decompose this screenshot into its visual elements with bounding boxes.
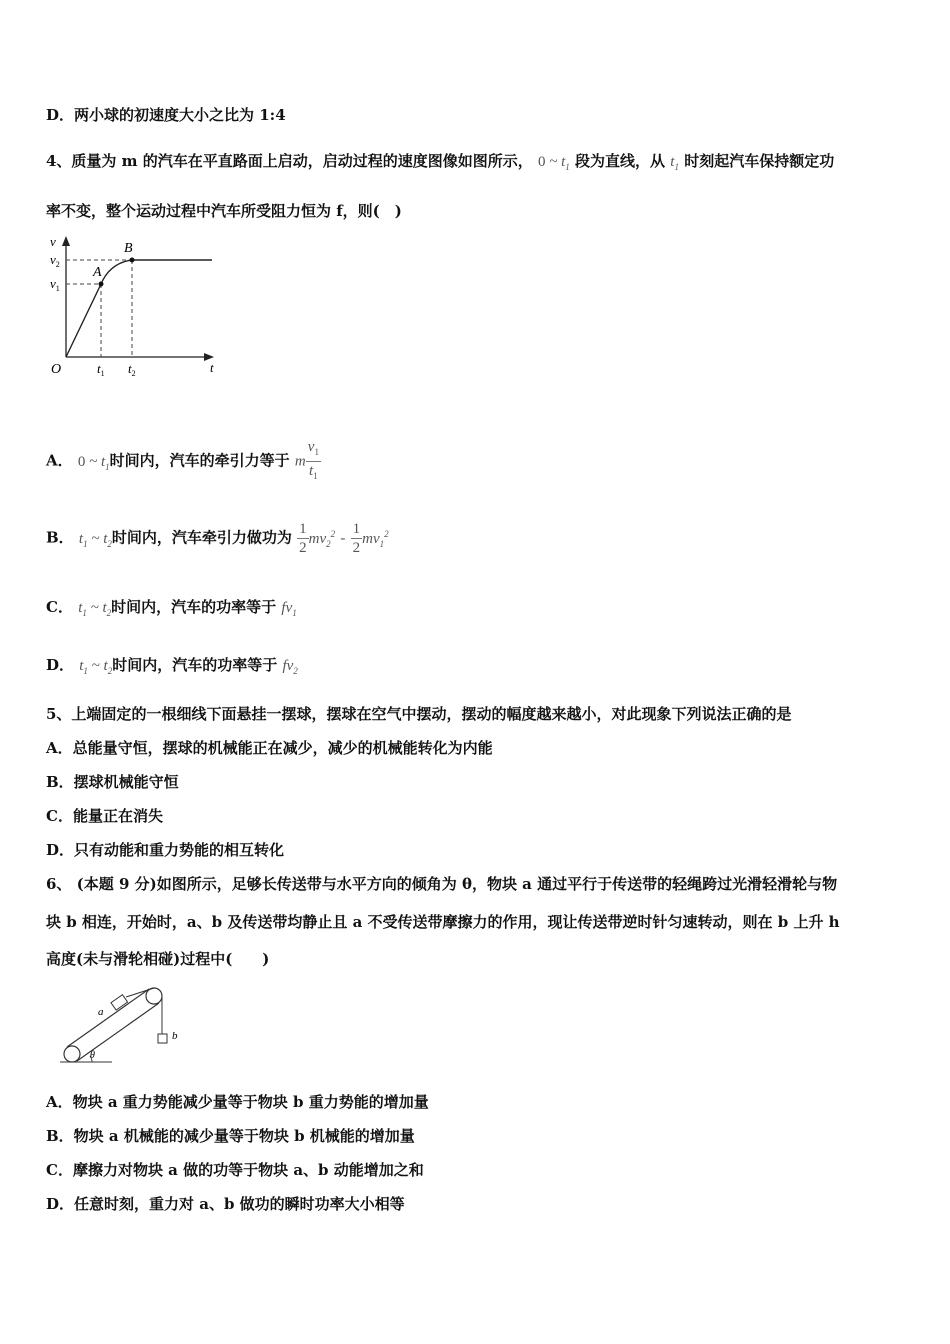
q6-stem-line1: 6、 (本题 9 分)如图所示，足够长传送带与水平方向的倾角为 θ，物块 a 通过平行于传送带的轻绳跨过光滑轻滑轮与物: [46, 875, 838, 893]
t2-label: $t_2$: [128, 361, 136, 378]
q4-stem-line1: [46, 150, 834, 172]
belt-top: [67, 989, 149, 1047]
t1-label: $t_1$: [97, 361, 105, 378]
q4-range-0-t1: 0 ~ $t_1$: [538, 154, 570, 172]
label-theta: θ: [90, 1050, 95, 1061]
label-a: a: [98, 1006, 104, 1018]
q4-option-d-text: 时间内，汽车的功率等于: [112, 656, 278, 674]
q4-option-a-text: 时间内，汽车的牵引力等于: [109, 451, 290, 470]
q6-stem-line2: 块 b 相连，开始时，a、b 及传送带均静止且 a 不受传送带摩擦力的作用，现让传送带逆时针匀速转动，则在 b 上升 h: [46, 913, 840, 931]
q4-option-d-label: D．: [46, 656, 75, 674]
q4-stem-b: 段为直线，从: [575, 152, 666, 170]
q5-stem: 5、上端固定的一根细线下面悬挂一摆球，摆球在空气中摆动，摆动的幅度越来越小，对此现象下列说法正确的是: [46, 705, 792, 723]
point-b-label: B: [124, 241, 133, 256]
v-axis-arrow: [62, 236, 70, 246]
q4-option-c-label: C．: [46, 598, 73, 616]
q5-option-a: A．总能量守恒，摆球的机械能正在减少，减少的机械能转化为内能: [46, 739, 493, 757]
q4-option-a-frac: $\frac{v_1}{t_1}$: [307, 439, 319, 481]
label-b: b: [172, 1030, 178, 1042]
q4-option-b-minus: -: [340, 530, 346, 547]
bottom-roller: [64, 1046, 80, 1062]
q5-option-c: C．能量正在消失: [46, 807, 163, 825]
point-a-label: A: [93, 265, 102, 280]
q4-option-d: [46, 654, 298, 676]
linear-segment: [66, 284, 101, 357]
q5-option-b: B．摆球机械能守恒: [46, 773, 179, 791]
q4-stem-a: 4、质量为 m 的汽车在平直路面上启动，启动过程的速度图像如图所示，: [46, 152, 533, 170]
q6-stem-line3: 高度(未与滑轮相碰)过程中( ): [46, 950, 270, 968]
q4-option-b-label: B．: [46, 528, 74, 547]
q4-option-b-range: $t_1$ ~ $t_2$: [78, 530, 112, 549]
q6-option-b: B．物块 a 机械能的减少量等于物块 b 机械能的增加量: [46, 1127, 415, 1145]
q4-stem-c: 时刻起汽车保持额定功: [684, 152, 835, 170]
q4-option-c-text: 时间内，汽车的功率等于: [111, 598, 277, 616]
q4-option-b-text: 时间内，汽车牵引力做功为: [111, 528, 292, 547]
q4-option-a-formula: m: [294, 453, 306, 470]
q4-option-a-range: 0 ~ $t_1$: [77, 453, 110, 472]
q4-option-c-range: $t_1$ ~ $t_2$: [78, 600, 112, 618]
q4-option-c: [46, 596, 297, 618]
q4-option-b-frac1: $\frac{1}{2}$: [299, 521, 307, 556]
block-b: [158, 1034, 167, 1043]
q3-option-d: D．两小球的初速度大小之比为 1:4: [46, 106, 286, 124]
velocity-time-graph: [44, 232, 224, 380]
q6-option-d: D．任意时刻，重力对 a、b 做功的瞬时功率大小相等: [46, 1195, 405, 1213]
q4-option-b-frac2: $\frac{1}{2}$: [352, 521, 361, 556]
point-a: [99, 282, 104, 287]
q4-option-d-formula: $fv_2$: [282, 658, 298, 676]
block-a: [111, 995, 128, 1010]
q4-option-b-mv2: $mv_2^2$: [308, 528, 336, 549]
q4-option-a-label: A．: [46, 451, 73, 470]
origin-label: O: [51, 362, 62, 377]
conveyor-figure: [52, 974, 202, 1069]
curve-segment: [101, 260, 132, 284]
point-b: [130, 258, 135, 263]
top-pulley: [146, 988, 162, 1004]
q4-option-c-formula: $fv_1$: [281, 600, 297, 618]
q4-option-d-range: $t_1$ ~ $t_2$: [79, 658, 113, 676]
q4-option-b: [46, 520, 389, 557]
v2-label: $v_2$: [50, 252, 60, 269]
q6-option-a: A．物块 a 重力势能减少量等于物块 b 重力势能的增加量: [46, 1093, 429, 1111]
t-axis-label: t: [210, 360, 214, 375]
q5-option-d: D．只有动能和重力势能的相互转化: [46, 841, 285, 859]
v1-label: $v_1$: [50, 276, 60, 293]
q4-option-b-mv1: $mv_1^2$: [362, 528, 389, 549]
v-axis-label: v: [50, 234, 56, 249]
q6-option-c: C．摩擦力对物块 a 做的功等于物块 a、b 动能增加之和: [46, 1161, 424, 1179]
q4-stem-d: 率不变，整个运动过程中汽车所受阻力恒为 f，则( ): [46, 202, 402, 220]
q4-option-a: [46, 438, 321, 485]
q4-t1: $t_1$: [670, 154, 679, 172]
